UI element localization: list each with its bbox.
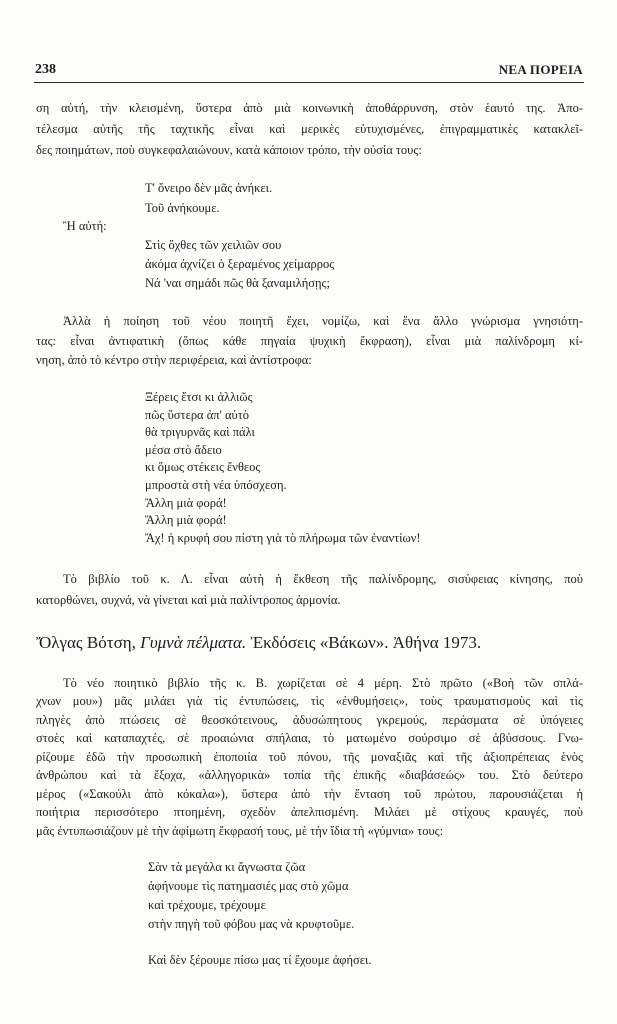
connector-text: Ἢ αὐτή: <box>63 219 107 233</box>
text-line: τέλεσμα αὐτῆς τῆς ταχτικῆς εἶναι καὶ μερικὲς εὐτυχισμένες, ἐπιγραμματικὲς κατακλεῖ- <box>36 122 583 136</box>
book-publisher: Ἐκδόσεις «Βάκων». <box>250 633 389 652</box>
page-number: 238 <box>35 62 56 77</box>
verse-line: μπροστὰ στὴ νέα ὑπόσχεση. <box>145 478 287 492</box>
verse-line: καὶ τρέχουμε, τρέχουμε <box>148 898 266 912</box>
verse-line: Νά 'ναι σημάδι πῶς θὰ ξαναμιλήσῃς; <box>145 276 330 290</box>
text-line: τας: εἶναι ἀντιφατικὴ (ὅπως κάθε πηγαία ψυχικὴ ἔκφραση), εἶναι μιὰ παλίνδρομη κί- <box>36 334 583 348</box>
verse-line: Ἄχ! ἡ κρυφή σου πίστη γιὰ τὸ πλήρωμα τῶν ἐναντίων! <box>145 531 421 545</box>
book-title: Γυμνὰ πέλματα. <box>140 633 247 652</box>
text-line: δες ποιημάτων, ποὺ συγκεφαλαιώνουν, κατὰ κάποιον τρόπο, τὴν οὐσία τους: <box>36 143 422 157</box>
review-heading <box>36 631 586 655</box>
text-line: μᾶς ἐντυπωσιάζουν μὲ τὴν ἀφίμωτη ἔκφρασή τους, μὲ τὴν ἴδια τὴ «γύμνια» τους: <box>36 824 444 838</box>
journal-title: ΝΕΑ ΠΟΡΕΙΑ <box>498 62 583 77</box>
text-line: κατορθώνει, συχνά, νὰ γίνεται καὶ μιὰ παλίντροπος ἁρμονία. <box>36 593 341 607</box>
text-line: Ἀλλὰ ἡ ποίηση τοῦ νέου ποιητῆ ἔχει, νομίζω, καὶ ἕνα ἄλλο γνώρισμα γνησιότη- <box>63 314 583 328</box>
text-line: Τὸ βιβλίο τοῦ κ. Λ. εἶναι αὐτὴ ἡ ἔκθεση τῆς παλίνδρομης, σισύφειας κίνησης, ποὺ <box>63 572 583 586</box>
book-author: Ὄλγας Βότση, <box>36 633 136 652</box>
verse-line: Ξέρεις ἔτσι κι ἀλλιῶς <box>145 390 253 404</box>
text-line: στοὲς καὶ καταπαχτές, σὲ προαιώνια σπήλαια, τὸ ματωμένο σούρσιμο σὲ ἀβύσσους. Γνω- <box>36 731 583 745</box>
verse-line: Ἄλλη μιὰ φορά! <box>145 513 227 527</box>
verse-line: θὰ τριγυρνᾶς καὶ πάλι <box>145 425 255 439</box>
verse-line: Τοῦ ἀνήκουμε. <box>145 201 220 215</box>
header-rule <box>34 82 584 83</box>
text-line: μέρος («Σακούλι ἀπὸ κόκαλα»), ὕστερα ἀπὸ τὴν ἔνταση τοῦ πρώτου, παρουσιάζεται ἡ <box>36 787 583 801</box>
closing-verse-line: Καὶ δὲν ξέρουμε πίσω μας τί ἔχουμε ἀφήσει. <box>148 953 372 967</box>
verse-line: Ἄλλη μιὰ φορά! <box>145 496 227 510</box>
verse-line: πῶς ὕστερα ἀπ' αὐτὸ <box>145 408 249 422</box>
verse-line: Στὶς ὄχθες τῶν χειλιῶν σου <box>145 238 282 252</box>
verse-line: μέσα στὸ ἄδειο <box>145 443 222 457</box>
text-line: πληγὲς ἀπὸ πτώσεις σὲ θεοσκότεινους, ἀδυσώπητους γκρεμούς, περάσματα σὲ ὑπόγειες <box>36 713 583 727</box>
text-line: Τὸ νέο ποιητικὸ βιβλίο τῆς κ. Β. χωρίζεται σὲ 4 μέρη. Στὸ πρῶτο («Βοὴ τῶν σπλά- <box>63 676 583 690</box>
verse-line: Σὰν τὰ μεγάλα κι ἄγνωστα ζῶα <box>148 860 306 874</box>
verse-line: Τ' ὄνειρο δὲν μᾶς ἀνήκει. <box>145 181 273 195</box>
text-line: χνων μου») μᾶς μιλάει γιὰ τὶς ἐντυπώσεις, τὶς «ἐνθυμήσεις», τοὺς τραυματισμοὺς καὶ τὶς <box>36 694 583 708</box>
text-line: ρίζουμε ἐδῶ τὴν προσωπικὴ ἐποποιία τοῦ πόνου, τῆς μοναξιᾶς καὶ τῆς ἀξιοπρέπειας ἑνὸς <box>36 750 583 764</box>
text-line: ποιήτρια περισσότερο πτοημένη, σχεδὸν ἀπελπισμένη. Μιλάει μὲ στίχους κραυγές, ποὺ <box>36 805 583 819</box>
book-place-year: Ἀθήνα 1973. <box>392 633 482 652</box>
verse-line: κι ὅμως στέκεις ἔνθεος <box>145 460 261 474</box>
verse-line: ἀκόμα ἀχνίζει ὁ ξεραμένος χείμαρρος <box>145 257 335 271</box>
text-line: ἀνθρώπου καὶ τὰ ἔξοχα, «ἀλληγορικὰ» τοπία τῆς ἐπικῆς «διαβάσεώς» του. Στὸ δεύτερο <box>36 768 583 782</box>
text-line: ση αὐτή, τὴν κλεισμένη, ὕστερα ἀπὸ μιὰ κοινωνικὴ ἀποθάρρυνση, στὸν ἑαυτό της. Ἀπο- <box>36 101 583 115</box>
text-line: νηση, ἀπὸ τὸ κέντρο στὴν περιφέρεια, καὶ ἀντίστροφα: <box>36 353 312 367</box>
verse-line: ἀφήνουμε τὶς πατημασιές μας στὸ χῶμα <box>148 879 349 893</box>
verse-line: στὴν πηγὴ τοῦ φόβου μας νὰ κρυφτοῦμε. <box>148 917 355 931</box>
